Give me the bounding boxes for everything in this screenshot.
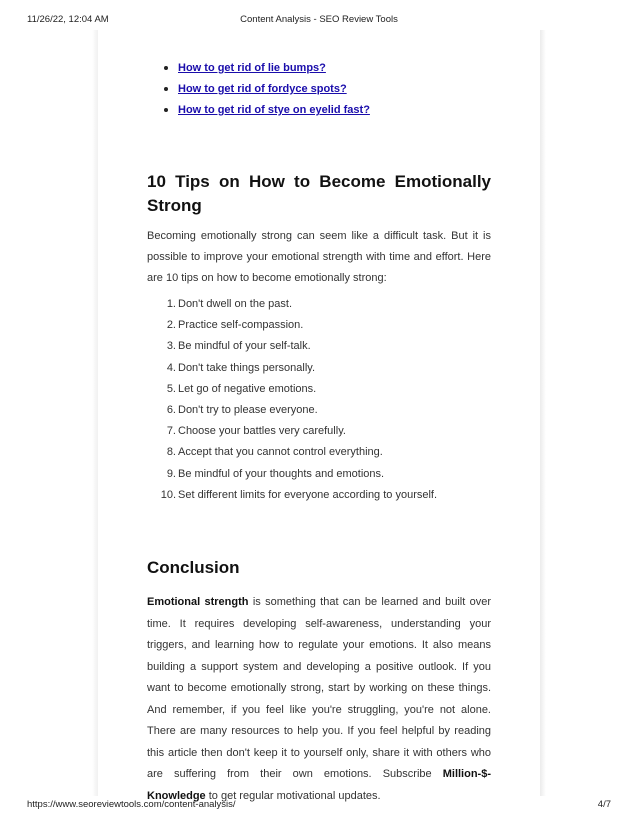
- related-link-fordyce-spots[interactable]: How to get rid of fordyce spots?: [178, 83, 347, 95]
- conclusion-tail: to get regular motivational updates.: [205, 789, 381, 802]
- tips-heading-line1: 10 Tips on How to Become Emotionally: [147, 172, 491, 191]
- conclusion-heading: Conclusion: [147, 558, 240, 577]
- list-item: [147, 83, 370, 104]
- related-link-stye-eyelid[interactable]: How to get rid of stye on eyelid fast?: [178, 104, 370, 116]
- article-sheet: [98, 30, 540, 802]
- list-item: 5. Let go of negative emotions.: [166, 382, 317, 395]
- list-item: 2. Practice self-compassion.: [166, 319, 304, 332]
- list-item: [147, 104, 370, 125]
- bullet-icon: [164, 66, 168, 70]
- tip-text: Let go of negative emotions.: [178, 382, 317, 395]
- tip-text: Don't try to please everyone.: [178, 403, 318, 416]
- list-item: 6. Don't try to please everyone.: [166, 403, 318, 416]
- tips-list: [147, 298, 437, 510]
- print-page-title: Content Analysis - SEO Review Tools: [240, 14, 398, 25]
- emphasis-emotional-strength: Emotional strength: [147, 596, 249, 608]
- related-link-lie-bumps[interactable]: How to get rid of lie bumps?: [178, 62, 326, 74]
- tips-heading-line2: Strong: [147, 196, 202, 215]
- print-page-number: 4/7: [597, 799, 611, 810]
- tips-intro-paragraph: Becoming emotionally strong can seem like a difficult task. But it is possible to improve your emotional strength with time and effort. Here are 10 tips on how to become emotionally strong:: [147, 230, 491, 284]
- page-shadow-right: [540, 30, 546, 796]
- related-links-list: [147, 62, 370, 125]
- tip-text: Set different limits for everyone according to yourself.: [178, 488, 438, 501]
- list-item: 3. Be mindful of your self-talk.: [166, 340, 311, 353]
- tip-text: Practice self-compassion.: [178, 319, 304, 332]
- tip-text: Be mindful of your self-talk.: [178, 340, 311, 353]
- tip-text: Be mindful of your thoughts and emotions.: [178, 467, 385, 480]
- print-header: [0, 14, 638, 28]
- list-item: 7. Choose your battles very carefully.: [166, 425, 346, 438]
- list-item: 4. Don't take things personally.: [166, 361, 316, 374]
- list-item: 8. Accept that you cannot control everything.: [166, 446, 383, 459]
- tip-text: Accept that you cannot control everything.: [178, 446, 383, 459]
- print-footer: [0, 799, 638, 813]
- conclusion-body: is something that can be learned and built over time. It requires developing self-awareness, understanding your triggers, and learning how to regulate your emotions. It also means building a support system and developing a positive outlook. If you want to become emotionally strong, start by working on these things. And remember, if you feel like you're struggling, you're not alone. There are many resources to help you. If you feel helpful by reading this article then don't keep it to yourself only, share it with others who are suffering from their own emotions. Subscribe: [147, 596, 491, 780]
- tip-text: Don't take things personally.: [178, 361, 316, 374]
- print-datetime: 11/26/22, 12:04 AM: [27, 14, 109, 25]
- tip-text: Don't dwell on the past.: [178, 298, 293, 310]
- bullet-icon: [164, 87, 168, 91]
- tip-text: Choose your battles very carefully.: [178, 425, 346, 438]
- list-item: [147, 62, 370, 83]
- print-url: https://www.seoreviewtools.com/content-analysis/: [27, 799, 236, 810]
- bullet-icon: [164, 108, 168, 112]
- tips-heading: [147, 170, 491, 218]
- list-item: 9. Be mindful of your thoughts and emotions.: [166, 467, 385, 480]
- list-item: 1. Don't dwell on the past.: [166, 298, 293, 310]
- emphasis-brand-name: Million-$-Knowledge: [147, 768, 491, 802]
- list-item: 10. Set different limits for everyone according to yourself.: [160, 488, 438, 501]
- conclusion-paragraph: [147, 592, 491, 807]
